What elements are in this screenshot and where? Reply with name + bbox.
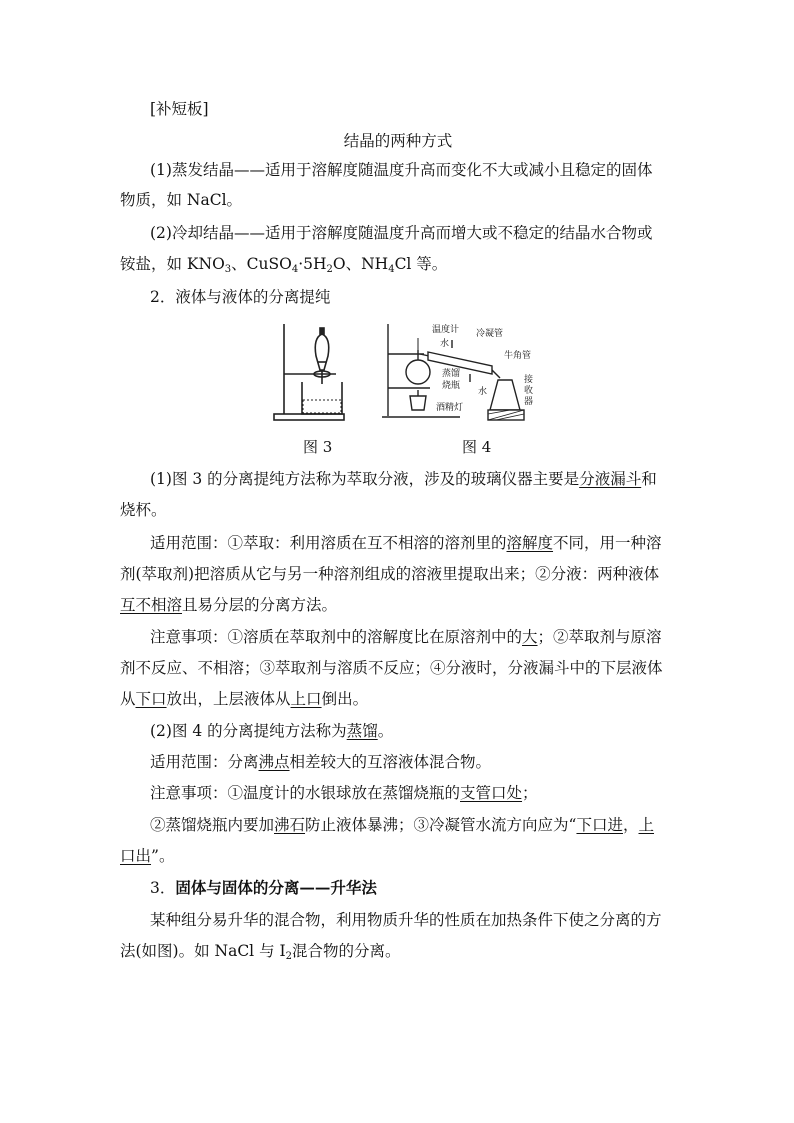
supplement-tag: [补短板] (150, 100, 209, 118)
fig4-label-flask-1: 蒸馏 (442, 369, 461, 379)
cooling-crystallization-line2: 铵盐，如 $KNO_3$、$CuSO_4\cdot 5H_2O$、$NH_4Cl$ 等。 (120, 255, 448, 275)
figure-4-distillation-apparatus (380, 318, 538, 424)
section-title: 结晶的两种方式 (343, 132, 453, 150)
fig4-label-flask-2: 烧瓶 (442, 381, 461, 391)
distillation-line: (2)图 4 的分离提纯方法称为蒸馏。 (150, 722, 394, 740)
cooling-crystallization-line1: (2)冷却结晶——适用于溶解度随温度升高而增大或不稳定的结晶水合物或 (150, 224, 653, 242)
sublimation-line1: 某种组分易升华的混合物，利用物质升华的性质在加热条件下使之分离的方 (150, 911, 662, 929)
fig4-label-thermometer: 温度计 (432, 325, 460, 335)
evaporation-crystallization-line1: (1)蒸发结晶——适用于溶解度随温度升高而变化不大或减小且稳定的固体 (150, 161, 653, 179)
notes-extraction-line2: 剂不反应、不相溶；③萃取剂与溶质不反应；④分液时，分液漏斗中的下层液体 (120, 659, 663, 677)
scope-extraction-line3: 互不相溶且易分层的分离方法。 (120, 596, 338, 614)
figure-3-caption: 图 3 (303, 438, 333, 456)
fig4-label-condenser: 冷凝管 (476, 329, 504, 339)
heading-liquid-separation: 2．液体与液体的分离提纯 (150, 288, 331, 306)
fig4-label-receiver-2: 收 (524, 386, 534, 396)
notes-extraction-line3: 从下口放出，上层液体从上口倒出。 (120, 690, 369, 708)
extraction-line1: (1)图 3 的分离提纯方法称为萃取分液，涉及的玻璃仪器主要是分液漏斗和 (150, 470, 657, 488)
notes-distillation-line1: 注意事项：①温度计的水银球放在蒸馏烧瓶的支管口处； (150, 784, 538, 802)
fig4-label-lamp: 酒精灯 (436, 403, 464, 413)
extraction-line2: 烧杯。 (120, 501, 167, 519)
notes-distillation-line2: ②蒸馏烧瓶内要加沸石防止液体暴沸；③冷凝管水流方向应为“下口进，上 (150, 816, 655, 834)
sublimation-line2: 法(如图)。如 NaCl 与 $I_2$混合物的分离。 (120, 942, 401, 962)
fig4-label-receiver-3: 器 (524, 397, 534, 407)
scope-extraction-line2: 剂(萃取剂)把溶质从它与另一种溶剂组成的溶液里提取出来；②分液：两种液体 (120, 565, 660, 583)
scope-extraction-line1: 适用范围：①萃取：利用溶质在互不相溶的溶剂里的溶解度不同，用一种溶 (150, 534, 662, 552)
evaporation-crystallization-line2: 物质，如 NaCl。 (120, 191, 243, 209)
fig4-label-water-top: 水 (440, 339, 450, 349)
fig4-label-receiver-1: 接 (524, 375, 534, 385)
scope-distillation-line: 适用范围：分离沸点相差较大的互溶液体混合物。 (150, 753, 492, 771)
notes-distillation-line3: 口出”。 (120, 847, 175, 865)
fig4-label-adapter: 牛角管 (504, 351, 532, 361)
figure-4-caption: 图 4 (462, 438, 492, 456)
heading-sublimation: 3．固体与固体的分离——升华法 (150, 878, 377, 897)
fig4-label-water-side: 水 (478, 387, 488, 397)
notes-extraction-line1: 注意事项：①溶质在萃取剂中的溶解度比在原溶剂中的大；②萃取剂与原溶 (150, 628, 662, 646)
figure-3-separatory-funnel (270, 318, 360, 424)
